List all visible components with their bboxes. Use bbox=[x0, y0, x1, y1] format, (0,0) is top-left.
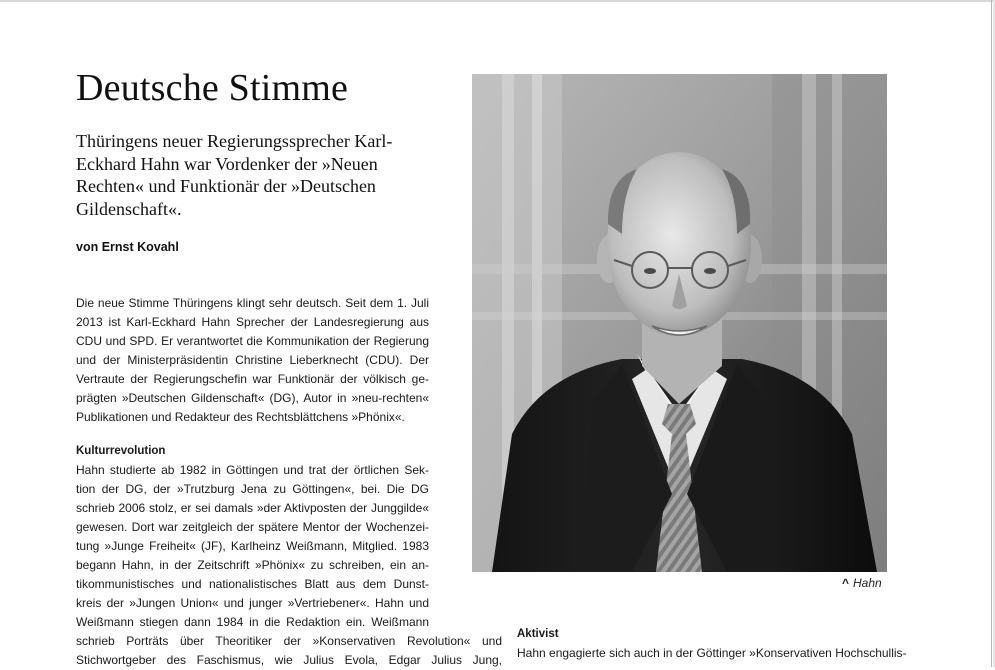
section-aktivist bbox=[517, 625, 917, 663]
text-line: tikommunistisches und nationalistisches Blatt aus dem Dunst- bbox=[76, 577, 429, 591]
text-line: Hahn engagierte sich auch in der Göttinger »Konservativen Hochschullis- bbox=[517, 646, 907, 660]
text-line: 2013 ist Karl-Eckhard Hahn Sprecher der Landesregierung aus bbox=[76, 315, 429, 329]
section-kulturrevolution bbox=[76, 442, 502, 670]
lede-line: Eckhard Hahn war Vordenker der »Neuen bbox=[76, 153, 378, 174]
text-line: begann Hahn, in der Zeitschrift »Phönix« zu schreiben, ein an- bbox=[76, 558, 429, 572]
text-line: gewesen. Dort war zeitgleich der spätere Mentor der Wochenzei- bbox=[76, 520, 429, 534]
section-heading: Kulturrevolution bbox=[76, 445, 166, 457]
section-heading: Aktivist bbox=[517, 628, 559, 640]
lede-line: Thüringens neuer Regierungssprecher Karl- bbox=[76, 131, 393, 151]
text-line: prägten »Deutschen Gildenschaft« (DG), Autor in »neu-rechten« bbox=[76, 391, 429, 405]
lede-line: Rechten« und Funktionär der »Deutschen bbox=[76, 176, 376, 196]
text-line: tung »Junge Freiheit« (JF), Karlheinz Weißmann, Mitglied. 1983 bbox=[76, 539, 429, 553]
article-title: Deutsche Stimme bbox=[76, 67, 349, 109]
text-line: Hahn studierte ab 1982 in Göttingen und trat der örtlichen Sek- bbox=[76, 463, 429, 477]
text-line: und der Ministerpräsidentin Christine Lieberknecht (CDU). Der bbox=[76, 353, 429, 367]
page-right-border bbox=[991, 0, 992, 667]
text-line: schrieb Porträts über Theoritiker der »Konservativen Revolution« und bbox=[76, 634, 502, 648]
text-line: Die neue Stimme Thüringens klingt sehr deutsch. Seit dem 1. Juli bbox=[76, 296, 429, 310]
author-byline: von Ernst Kovahl bbox=[76, 240, 179, 254]
text-line: Vertraute der Regierungschefin war Funktionär der völkisch ge- bbox=[76, 372, 429, 386]
caret-icon: ^ bbox=[842, 576, 850, 590]
caption-text: Hahn bbox=[853, 576, 882, 590]
intro-paragraph bbox=[76, 294, 429, 427]
portrait-photo bbox=[472, 74, 887, 572]
text-line: Weißmann stiegen dann 1984 in die Redaktion ein. Weißmann bbox=[76, 615, 429, 629]
text-line: schrieb 2006 stolz, er sei damals »der Aktivposten der Junggilde« bbox=[76, 501, 429, 515]
text-line: Publikationen und Redakteur des Rechtsblättchens »Phönix«. bbox=[76, 410, 405, 424]
text-line: tion der DG, der »Trutzburg Jena zu Göttingen«, bei. Die DG bbox=[76, 482, 429, 496]
text-line: kreis der »Jungen Union« und junger »Vertriebener«. Hahn und bbox=[76, 596, 429, 610]
page-top-border bbox=[0, 0, 995, 2]
text-line: CDU und SPD. Er verantwortet die Kommunikation der Regierung bbox=[76, 334, 429, 348]
photo-caption bbox=[842, 576, 882, 590]
portrait-image bbox=[472, 74, 887, 572]
lede-line: Gildenschaft«. bbox=[76, 198, 182, 219]
article-lede bbox=[76, 130, 446, 220]
text-line: Stichwortgeber des Faschismus, wie Julius Evola, Edgar Julius Jung, bbox=[76, 653, 502, 667]
